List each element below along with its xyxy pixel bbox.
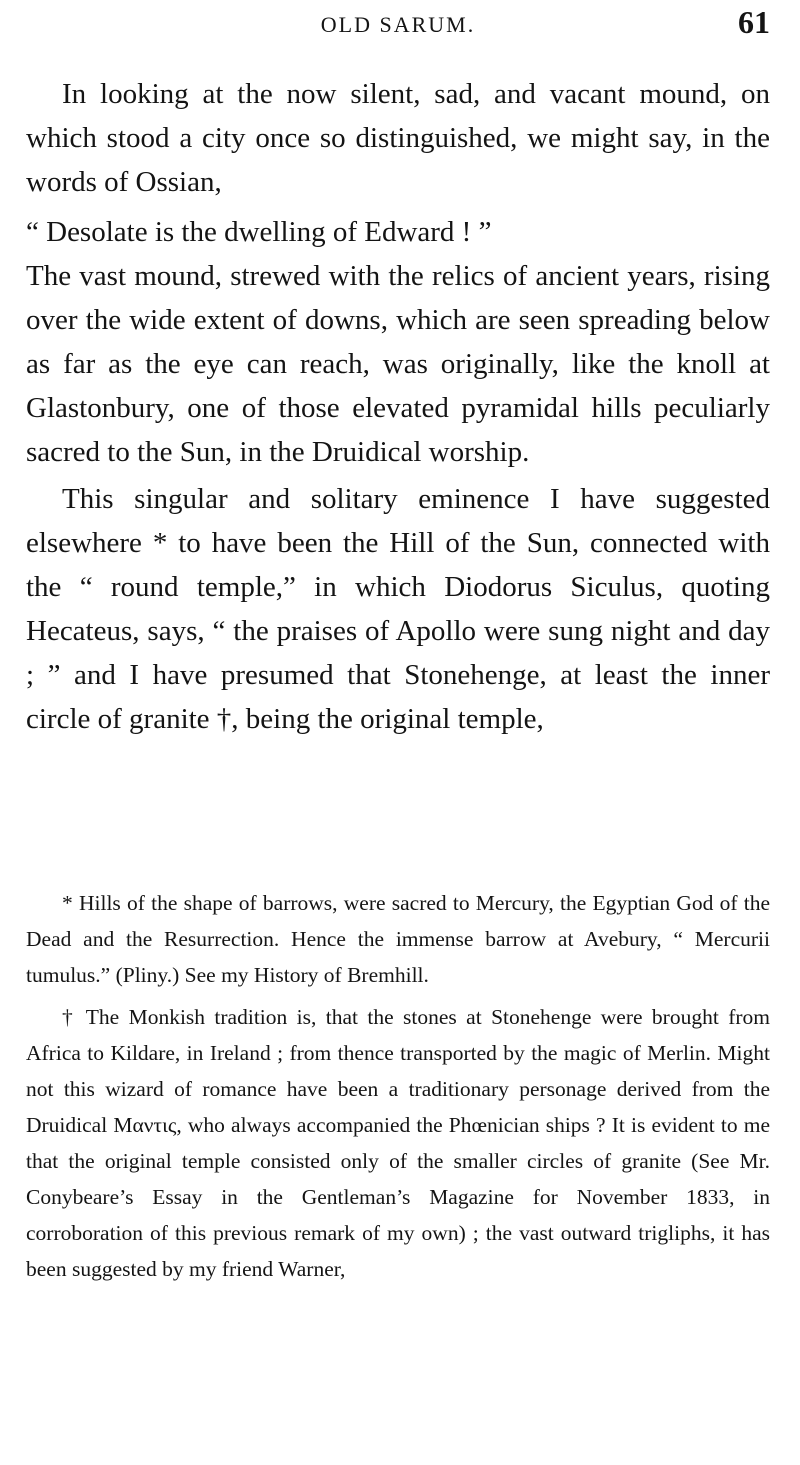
main-text [26, 72, 770, 741]
paragraph-hill-of-the-sun: This singular and solitary eminence I have suggested elsewhere * to have been the Hill of the Sun, connected with the “ round temple,” in which Diodorus Siculus, quoting Hecateus, says, “ the praises of Apollo were sung night and day ; ” and I have presumed that Stonehenge, at least the inner circle of granite †, being the original temple, [26, 483, 770, 735]
paragraph-ossian: In looking at the now silent, sad, and vacant mound, on which stood a city once so distinguished, we might say, in the words of Ossian, [26, 78, 770, 198]
footnote-dagger: † The Monkish tradition is, that the stones at Stonehenge were brought from Africa to Kildare, in Ireland ; from thence transported by the magic of Merlin. Might not this wizard of romance have been a traditionary personage derived from the Druidical Μαντις, who always accompanied the Phœnician ships ? It is evident to me that the original temple consisted only of the smaller circles of granite (See Mr. Conybeare’s Essay in the Gentleman’s Magazine for November 1833, in corroboration of this previous remark of my own) ; the vast outward trigliphs, it has been suggested by my friend Warner, [26, 1005, 770, 1281]
running-head: OLD SARUM. [320, 12, 476, 37]
page-header [26, 4, 770, 44]
page-number: 61 [738, 4, 770, 40]
book-page [26, 0, 770, 1465]
paragraph-vast-mound: The vast mound, strewed with the relics of ancient years, rising over the wide extent of downs, which are seen spreading below as far as the eye can reach, was originally, like the knoll at Glastonbury, one of those elevated pyramidal hills peculiarly sacred to the Sun, in the Druidical worship. [26, 260, 770, 468]
ossian-quote: “ Desolate is the dwelling of Edward ! ” [26, 216, 492, 248]
footnotes [26, 885, 770, 1287]
footnote-asterisk: * Hills of the shape of barrows, were sacred to Mercury, the Egyptian God of the Dead and the Resurrection. Hence the immense barrow at Avebury, “ Mercurii tumulus.” (Pliny.) See my History of Bremhill. [26, 891, 770, 987]
